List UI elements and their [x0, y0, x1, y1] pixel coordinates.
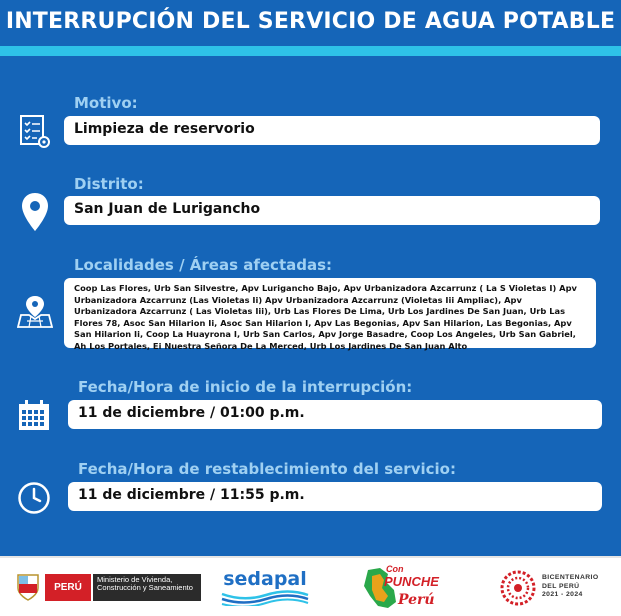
localidades-label: Localidades / Áreas afectadas:: [74, 256, 333, 274]
bicentenario-line1: BICENTENARIO: [542, 574, 599, 581]
bicentenario-logo: [500, 570, 610, 606]
distrito-box: [64, 196, 600, 225]
location-pin-icon: [21, 192, 49, 232]
title-stripe: [0, 46, 621, 56]
con-text: Con: [386, 564, 404, 574]
punche-text: PUNCHE: [384, 574, 439, 589]
localidades-value: Coop Las Flores, Urb San Silvestre, Apv Lurigancho Bajo, Apv Urbanizadora Azcarrunz ( La S Violetas I) Apv Urbanizadora Azcarrunz (Las Violetas Ii) Apv Urbanizadora Azcarrunz (Violetas Iii Ampliac), Apv Urbanizadora Azcarrunz ( Las Violetas Iii), Urb Las Flores De Lima, Urb Los Jardines De San Juan, Urb Las Flores 78, Asoc San Hilarion Ii, Asoc San Hilarion I, Apv Las Begonias, Apv San Hilarion, Las Begonias, Apv San Hilarion Ii, Coop La Huayrona I, Urb San Carlos, Apv Jorge Basadre, Coop Los Angeles, Urb San Gabriel, Ah Los Portales, Ei Nuestra Señora De La Merced, Urb Los Jardines De San Juan Alto: [74, 283, 577, 351]
peru-tag: PERÚ: [45, 574, 91, 601]
sedapal-name: sedapal: [223, 568, 307, 590]
inicio-label: Fecha/Hora de inicio de la interrupción:: [78, 378, 413, 396]
checklist-gear-icon: [18, 114, 52, 150]
bicentenario-line2: DEL PERÚ: [542, 582, 580, 590]
ministerio-name: Ministerio de Vivienda, Construcción y Saneamiento: [93, 574, 201, 601]
distrito-label: Distrito:: [74, 175, 144, 193]
restablecimiento-label: Fecha/Hora de restablecimiento del servicio:: [78, 460, 456, 478]
map-pin-icon: [17, 295, 53, 329]
clock-icon: [17, 481, 51, 515]
footer-logos: [0, 556, 621, 616]
title-bar: [0, 0, 621, 46]
motivo-value: Limpieza de reservorio: [74, 121, 255, 137]
page-title: INTERRUPCIÓN DEL SERVICIO DE AGUA POTABLE: [5, 9, 616, 34]
wave-icon: [220, 590, 310, 606]
localidades-box: [64, 278, 596, 351]
sedapal-logo: [220, 568, 310, 606]
peru-script-text: Perú: [398, 592, 435, 608]
inicio-value: 11 de diciembre / 01:00 p.m.: [78, 405, 305, 421]
inicio-box: [68, 400, 602, 429]
peru-shield-icon: [15, 572, 41, 602]
motivo-label: Motivo:: [74, 94, 138, 112]
motivo-box: [64, 116, 600, 145]
restablecimiento-box: [68, 482, 602, 511]
restablecimiento-value: 11 de diciembre / 11:55 p.m.: [78, 487, 305, 503]
bicentenario-years: 2021 - 2024: [542, 591, 583, 598]
bicentenario-sun-icon: [500, 570, 536, 606]
con-punche-peru-logo: [360, 564, 450, 614]
bicentenario-text: [542, 574, 599, 600]
calendar-icon: [18, 400, 50, 431]
distrito-value: San Juan de Lurigancho: [74, 201, 261, 217]
